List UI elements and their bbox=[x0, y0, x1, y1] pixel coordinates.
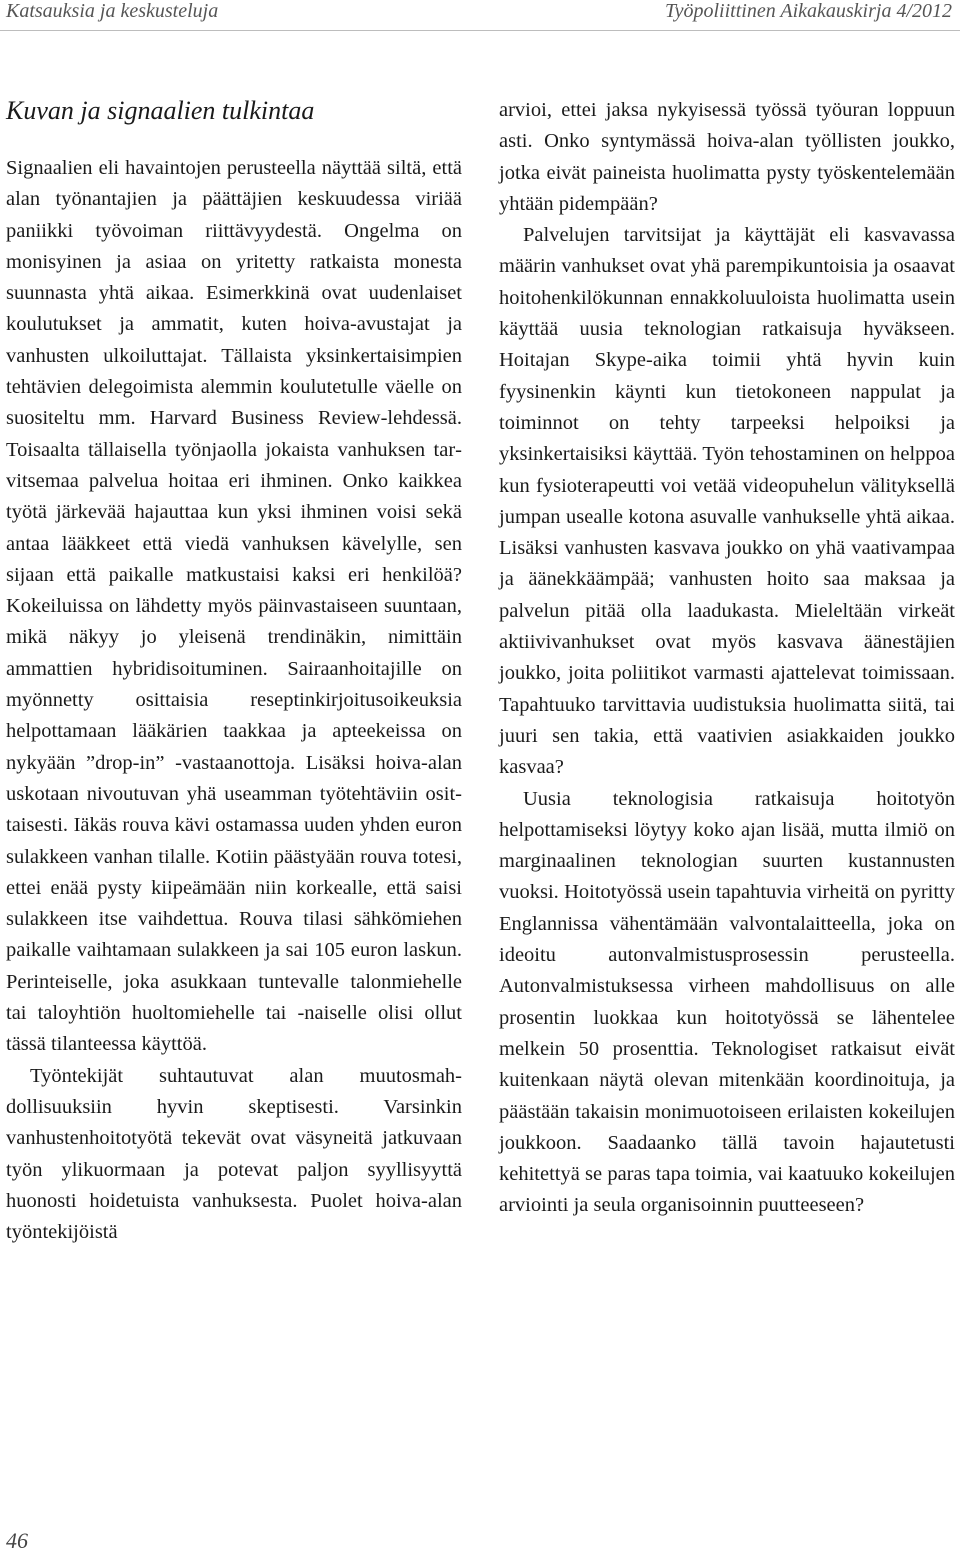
body-paragraph: Signaalien eli havaintojen perusteella näyttää siltä, että alan työnantajien ja päättäjien keskuudessa viriää paniikki työvoiman riittävyydestä. Ongelma on monisyinen ja asiaa on yritetty ratkaista monesta suunnasta yhtä aikaa. Esimerkkinä ovat uudenlaiset koulutukset ja ammatit, kuten hoiva-avustajat ja vanhusten ulkoiluttajat. Tällaista yksinkertaisimpien tehtävien delegoimista alemmin koulutetulle väelle on suositeltu mm. Harvard Business Review-lehdessä. Toisaalta tällaisella työnjaolla jokaista vanhuksen tarvitsemaa palvelua hoitaa eri ihminen. Onko kaikkea työtä järkevää hajauttaa kun yksi ihminen voisi sekä antaa lääkkeet että viedä vanhuksen kävelylle, sen sijaan että paikalle matkustaisi kaksi eri henkilöä? Kokeiluissa on lähdetty myös päinvastaiseen suuntaan, mikä näkyy jo yleisenä trendinäkin, nimittäin ammattien hybridisoituminen. Sairaanhoitajille on myönnetty osittaisia reseptinkirjoitusoikeuksia helpottamaan lääkärien taakkaa ja apteekeissa on nykyään ”drop-in” -vastaanottoja. Lisäksi hoiva-alan uskotaan nivoutuvan yhä useamman työtehtäviin osittaisesti. Iäkäs rouva kävi ostamassa uuden yhden euron sulakkeen vanhan tilalle. Kotiin päästyään rouva totesi, ettei enää pysty kiipeämään niin korkealle, että saisi sulakkeen itse vaihdettua. Rouva tilasi sähkömiehen paikalle vaihtamaan sulakkeen ja sai 105 euron laskun. Perinteiselle, joka asukkaan tuntevalle talonmiehelle tai taloyhtiön huoltomiehelle tai -naiselle olisi ollut tässä tilanteessa käyttöä. bbox=[6, 157, 462, 1056]
body-paragraph: Työntekijät suhtautuvat alan muutosmahdollisuuksiin hyvin skeptisesti. Varsinkin vanhustenhoitotyötä tekevät ovat väsyneitä jatkuvaan työn ylikuormaan ja potevat paljon syyllisyyttä huonosti hoidetuista vanhuksesta. Puolet hoiva-alan työntekijöistä bbox=[6, 1064, 462, 1244]
running-header bbox=[0, 0, 960, 31]
header-section-title: Katsauksia ja keskusteluja bbox=[6, 0, 219, 22]
body-paragraph: arvioi, ettei jaksa nykyisessä työssä työuran loppuun asti. Onko syntymässä hoiva-alan työllisten joukko, jotka eivät paineista huolimatta pysty työskentelemään yhtään pidempään? bbox=[499, 99, 955, 215]
body-paragraph: Palvelujen tarvitsijat ja käyttäjät eli kasvavassa määrin vanhukset ovat yhä parempikuntoisia ja osaavat hoitohenkilökunnan ennakkoluuloista huolimatta usein käyttää uusia teknologian ratkaisuja hyväkseen. Hoitajan Skype-aika toimii yhtä hyvin kuin fyysinenkin käynti kun tietokoneen nappulat ja toiminnot on tehty tarpeeksi helpoiksi ja yksinkertaisiksi käyttää. Työn tehostaminen on helppoa kun fysioterapeutti voi vetää videopuhelun välityksellä jumpan usealle kotona asuvalle vanhukselle yhtä aikaa. Lisäksi vanhusten kasvava joukko on yhä vaativampaa ja äänekkäämpää; vanhusten hoito saa maksaa ja palvelun pitää olla laadukasta. Mieleltään virkeät aktiivivanhukset ovat myös kasvava äänestäjien joukko, joita poliitikot varmasti ajattelevat toimissaan. Tapahtuuko tarvittavia uudistuksia huolimatta siitä, tai juuri sen takia, että vaativien asiakkaiden joukko kasvaa? bbox=[499, 224, 955, 779]
body-paragraph: Uusia teknologisia ratkaisuja hoitotyön helpottamiseksi löytyy koko ajan lisää, mutta ilmiö on marginaalinen teknologian suurten kustannusten vuoksi. Hoitotyössä usein tapahtuvia virheitä on pyritty Englannissa vähentämään valvontalaitteella, joka on ideoitu autonvalmistusprosessin perusteella. Autonvalmistuksessa virheen mahdollisuus on alle prosentin luokkaa kun hoitotyössä se lähentelee melkein 50 prosenttia. Teknologiset ratkaisut eivät kuitenkaan näytä olevan mitenkään koordinoituja, ja päästään takaisin monimuotoiseen erilaisten kokeilujen joukkoon. Saadaanko tällä tavoin hajautetusti kehitettyä se paras tapa toimia, vai kaatuuko kokeilujen arviointi ja seula organisoinnin puutteeseen? bbox=[499, 787, 955, 1217]
right-column bbox=[499, 95, 955, 1222]
section-heading: Kuvan ja signaalien tulkintaa bbox=[6, 96, 315, 125]
header-journal-title: Työpoliittinen Aikakauskirja 4/2012 bbox=[664, 0, 952, 22]
page-number: 46 bbox=[6, 1528, 28, 1553]
left-column bbox=[6, 95, 462, 1248]
